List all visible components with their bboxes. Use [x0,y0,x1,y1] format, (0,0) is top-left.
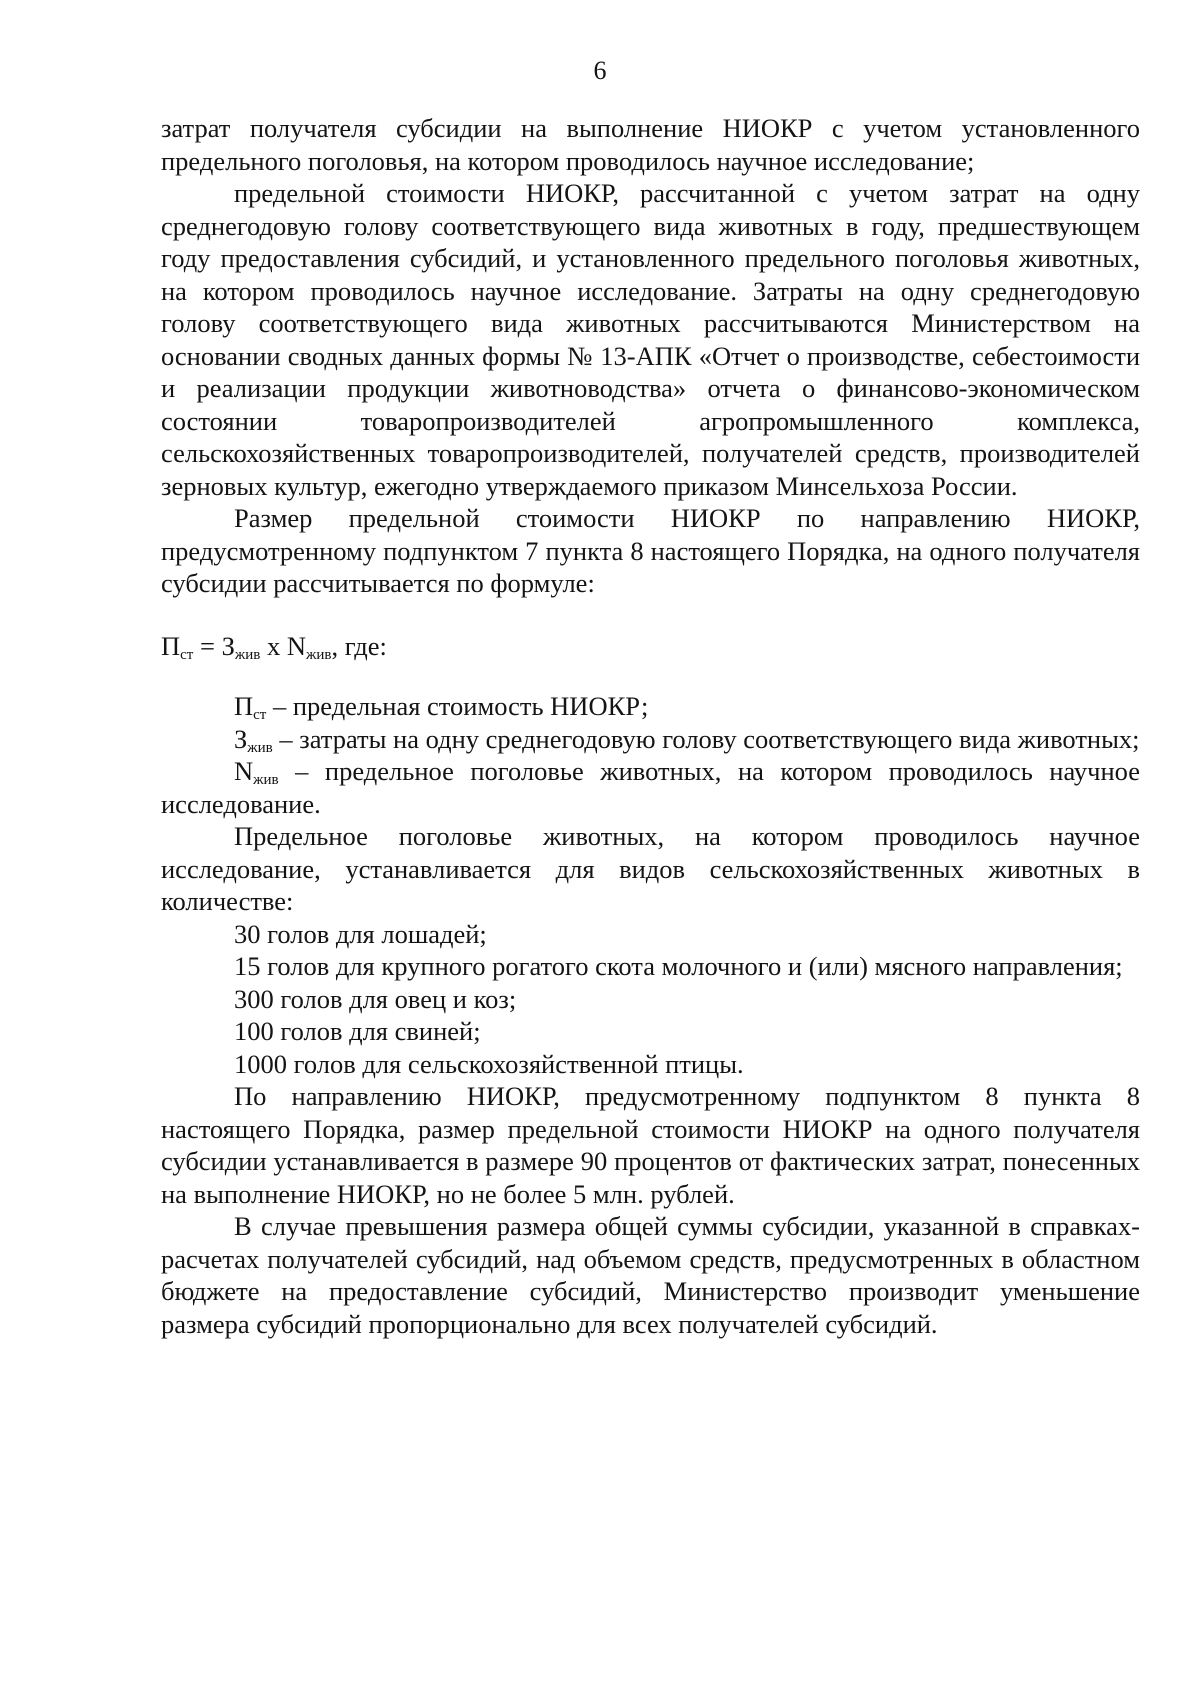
formula-z-sub: жив [234,646,261,663]
paragraph-formula-intro: Размер предельной стоимости НИОКР по направлению НИОКР, предусмотренному подпунктом 7 пункта 8 настоящего Порядка, на одного получателя субсидии рассчитывается по формуле: [161,503,1140,598]
paragraph-subitem-8: По направлению НИОКР, предусмотренному подпунктом 8 пункта 8 настоящего Порядка, размер предельной стоимости НИОКР на одного получателя субсидии устанавливается в размере 90 процентов от фактических затрат, понесенных на выполнение НИОКР, но не более 5 млн. рублей. [161,1081,1140,1209]
def-text: – предельное поголовье животных, на котором проводилось научное исследование. [161,756,1140,819]
def-text: – затраты на одну среднегодовую голову соответствующего вида животных; [272,723,1140,754]
formula-eq: = [193,630,222,661]
definition-z-zhiv [161,723,1140,756]
formula-z: З [221,630,235,661]
paragraph-herd-limits: Предельное поголовье животных, на котором проводилось научное исследование, устанавливается для видов сельскохозяйственных животных в количестве: [161,821,1140,916]
list-item-pigs: 100 голов для свиней; [234,1016,481,1046]
formula-p: П [161,630,181,661]
list-item-poultry: 1000 голов для сельскохозяйственной птицы. [234,1048,744,1079]
list-item-horses: 30 голов для лошадей; [234,918,487,949]
paragraph-limit-cost: предельной стоимости НИОКР, рассчитанной с учетом затрат на одну среднегодовую голову соответствующего вида животных в году, предшествующем году предоставления субсидий, и установленного предельного поголовья животных, на котором проводилось научное исследование. Затраты на одну среднегодовую голову соответствующего вида животных рассчитываются Министерством на основании сводных данных формы № 13-АПК «Отчет о производстве, себестоимости и реализации продукции животноводства» отчета о финансово-экономическом состоянии товаропроизводителей агропромышленного комплекса, сельскохозяйственных товаропроизводителей, получателей средств, производителей зерновых культур, ежегодно утверждаемого приказом Минсельхоза России. [161,178,1140,501]
paragraph-proportional-reduction: В случае превышения размера общей суммы субсидии, указанной в справках-расчетах получателей субсидий, над объемом средств, предусмотренных в областном бюджете на предоставление субсидий, Министерство производит уменьшение размера субсидий пропорционально для всех получателей субсидий. [161,1211,1140,1339]
formula-p-sub: ст [180,646,194,663]
paragraph-cost-clause: затрат получателя субсидии на выполнение НИОКР с учетом установленного предельного поголовья, на котором проводилось научное исследование; [161,113,1140,176]
def-text: – предельная стоимость НИОКР; [266,691,649,721]
formula-times: х [260,630,287,661]
document-body [161,112,1140,1340]
def-symbol-sub: ст [253,707,267,723]
definition-p-st [161,690,1140,723]
list-item-sheep-goats: 300 голов для овец и коз; [234,983,517,1014]
definition-n-zhiv [161,755,1140,820]
formula-n-sub: жив [305,646,332,663]
def-symbol: П [234,691,254,721]
formula-n: N [286,630,306,661]
formula-suffix: , где: [331,630,387,661]
page-number: 6 [593,56,607,85]
def-symbol-sub: жив [253,772,279,788]
formula [161,630,1140,663]
def-symbol-sub: жив [247,739,273,756]
list-item-cattle: 15 голов для крупного рогатого скота молочного и (или) мясного направления; [234,951,1123,981]
def-symbol: N [234,756,254,786]
def-symbol: З [234,723,248,754]
